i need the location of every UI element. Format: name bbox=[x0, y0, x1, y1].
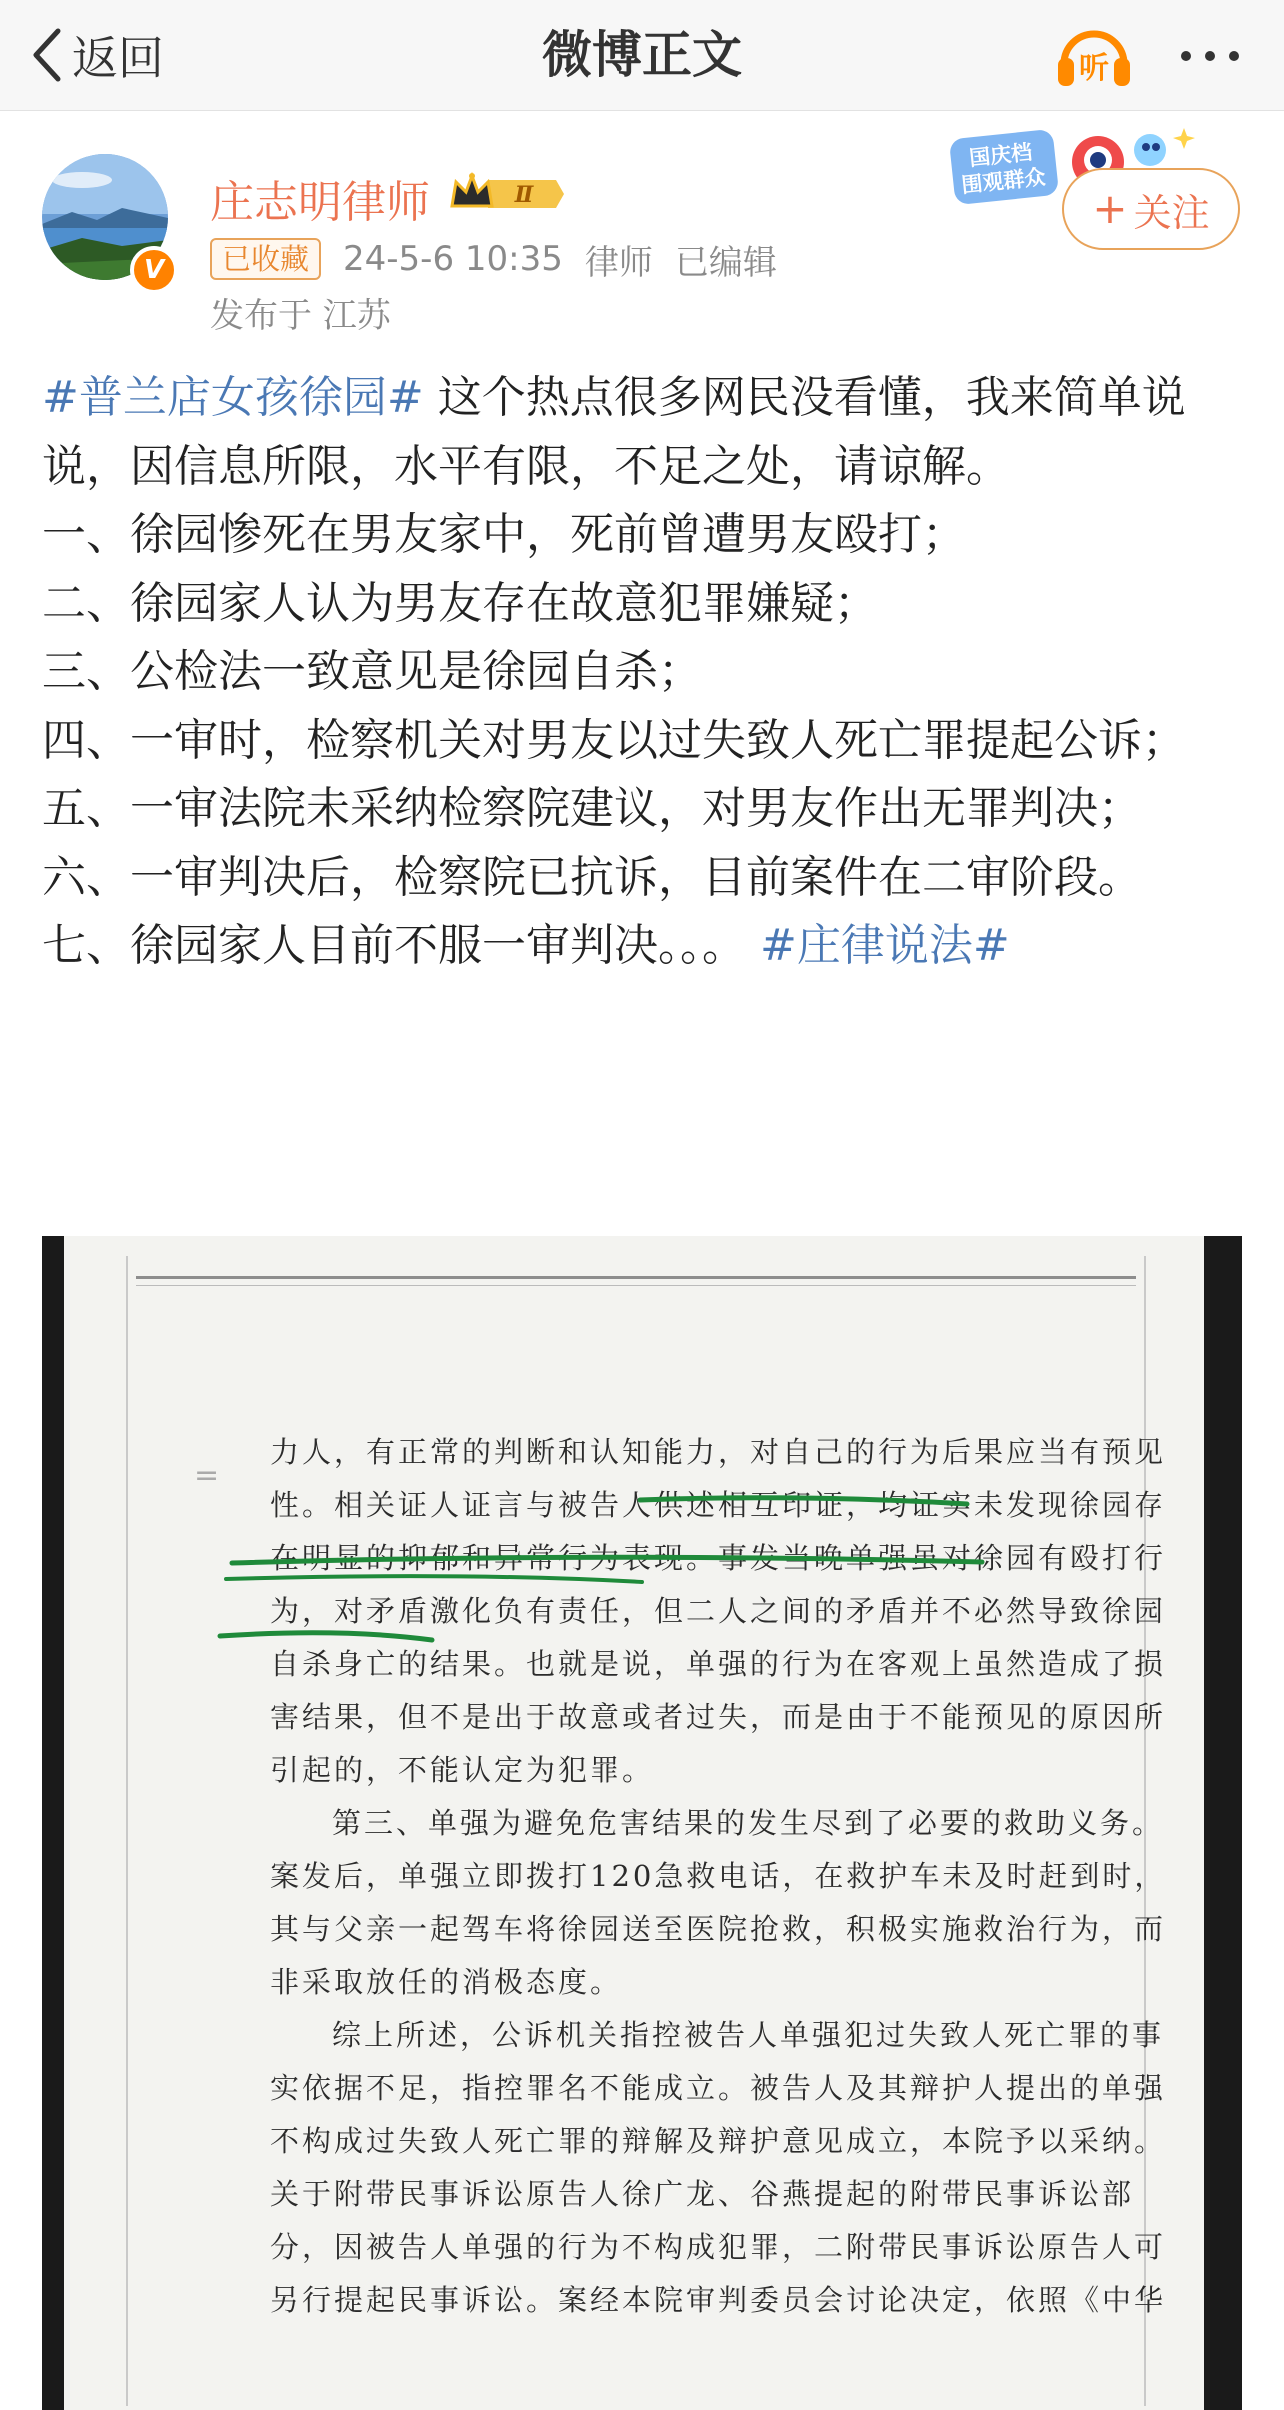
more-options-button[interactable] bbox=[1168, 26, 1252, 86]
post-point: 四、一审时，检察机关对男友以过失致人死亡罪提起公诉； bbox=[42, 714, 1186, 766]
document-text-line: 在明显的抑郁和异常行为表现。事发当晚单强虽对徐园有殴打行 bbox=[270, 1541, 1167, 1575]
document-text-line: 第三、单强为避免危害结果的发生尽到了必要的救助义务。 bbox=[332, 1806, 1165, 1840]
post-meta-row bbox=[210, 236, 777, 282]
post-point: 六、一审判决后，检察院已抗诉，目前案件在二审阶段。 bbox=[42, 851, 1142, 903]
highlight-stroke bbox=[640, 1498, 967, 1504]
post-point: 二、徐园家人认为男友存在故意犯罪嫌疑； bbox=[42, 577, 878, 629]
festival-badge-line1: 国庆档 bbox=[968, 140, 1034, 171]
highlight-stroke bbox=[220, 1633, 432, 1640]
highlight-stroke bbox=[226, 1576, 642, 1582]
follow-label: 关注 bbox=[1133, 190, 1210, 235]
hashtag-link[interactable]: #庄律说法# bbox=[760, 920, 1010, 971]
verified-badge-icon: V bbox=[130, 246, 178, 294]
document-text-line: 自杀身亡的结果。也就是说，单强的行为在客观上虽然造成了损 bbox=[270, 1647, 1167, 1681]
highlight-stroke bbox=[232, 1557, 982, 1563]
follow-button[interactable] bbox=[1062, 168, 1240, 250]
document-text-line: 不构成过失致人死亡罪的辩解及辩护意见成立，本院予以采纳。 bbox=[270, 2124, 1167, 2158]
document-text-line: 实依据不足，指控罪名不能成立。被告人及其辩护人提出的单强 bbox=[270, 2071, 1167, 2105]
listen-button[interactable] bbox=[1052, 14, 1136, 96]
post-point: 七、徐园家人目前不服一审判决。。。 bbox=[42, 920, 746, 971]
document-text-line: 性。相关证人证言与被告人供述相互印证，均证实未发现徐园存 bbox=[270, 1488, 1167, 1522]
document-text-line: 案发后，单强立即拨打120急救电话，在救护车未及时赶到时， bbox=[270, 1859, 1167, 1893]
document-text-line: 另行提起民事诉讼。案经本院审判委员会讨论决定，依照《中华 bbox=[270, 2283, 1167, 2317]
hashtag-link[interactable]: #普兰店女孩徐园# bbox=[42, 372, 424, 423]
top-nav-bar bbox=[0, 0, 1284, 111]
document-text-line: 力人，有正常的判断和认知能力，对自己的行为后果应当有预见 bbox=[270, 1435, 1167, 1469]
post-image-document[interactable] bbox=[42, 1236, 1242, 2410]
member-crown-badge[interactable] bbox=[448, 170, 566, 218]
document-text-line: 引起的，不能认定为犯罪。 bbox=[270, 1753, 655, 1787]
document-text-line: 非采取放任的消极态度。 bbox=[270, 1965, 623, 1999]
listen-label: 听 bbox=[1079, 51, 1109, 86]
back-label: 返回 bbox=[72, 31, 164, 85]
author-role: 律师 bbox=[584, 242, 653, 283]
post-timestamp: 24-5-6 10:35 bbox=[343, 239, 563, 279]
green-underline-annotation bbox=[42, 1236, 1242, 2410]
post-body bbox=[42, 364, 1252, 981]
festival-badge-line2: 围观群众 bbox=[960, 164, 1047, 198]
post-intro-text: 这个热点很多网民没看懂，我来简单说说，因信息所限，水平有限，不足之处，请谅解。 bbox=[42, 372, 1186, 492]
document-text-line: 其与父亲一起驾车将徐园送至医院抢救，积极实施救治行为，而 bbox=[270, 1912, 1167, 1946]
document-text-line: 关于附带民事诉讼原告人徐广龙、谷燕提起的附带民事诉讼部 bbox=[270, 2177, 1135, 2211]
post-point-last bbox=[42, 912, 1252, 981]
page-title: 微博正文 bbox=[542, 26, 742, 84]
document-text-line: 分，因被告人单强的行为不构成犯罪，二附带民事诉讼原告人可 bbox=[270, 2230, 1167, 2264]
post-point: 五、一审法院未采纳检察院建议，对男友作出无罪判决； bbox=[42, 783, 1142, 834]
document-text-line: 综上所述，公诉机关指控被告人单强犯过失致人死亡罪的事 bbox=[332, 2018, 1165, 2052]
document-text-line: 为，对矛盾激化负有责任，但二人之间的矛盾并不必然导致徐园 bbox=[270, 1594, 1167, 1628]
edited-status: 已编辑 bbox=[674, 242, 777, 283]
author-name[interactable]: 庄志明律师 bbox=[210, 177, 430, 228]
document-text-line: 害结果，但不是出于故意或者过失，而是由于不能预见的原因所 bbox=[270, 1700, 1167, 1734]
post-point: 一、徐园惨死在男友家中，死前曾遭男友殴打； bbox=[42, 509, 966, 560]
more-dots-icon bbox=[1168, 26, 1252, 86]
post-point: 三、公检法一致意见是徐园自杀； bbox=[42, 646, 702, 697]
post-intro-paragraph bbox=[42, 364, 1252, 501]
post-location: 发布于 江苏 bbox=[210, 296, 391, 336]
level-badge-label: Ⅱ bbox=[514, 182, 534, 208]
plus-icon: + bbox=[1092, 184, 1128, 233]
document-margin-mark: = bbox=[194, 1458, 220, 1493]
headphones-icon bbox=[1052, 14, 1136, 96]
favorited-tag: 已收藏 bbox=[210, 238, 321, 280]
